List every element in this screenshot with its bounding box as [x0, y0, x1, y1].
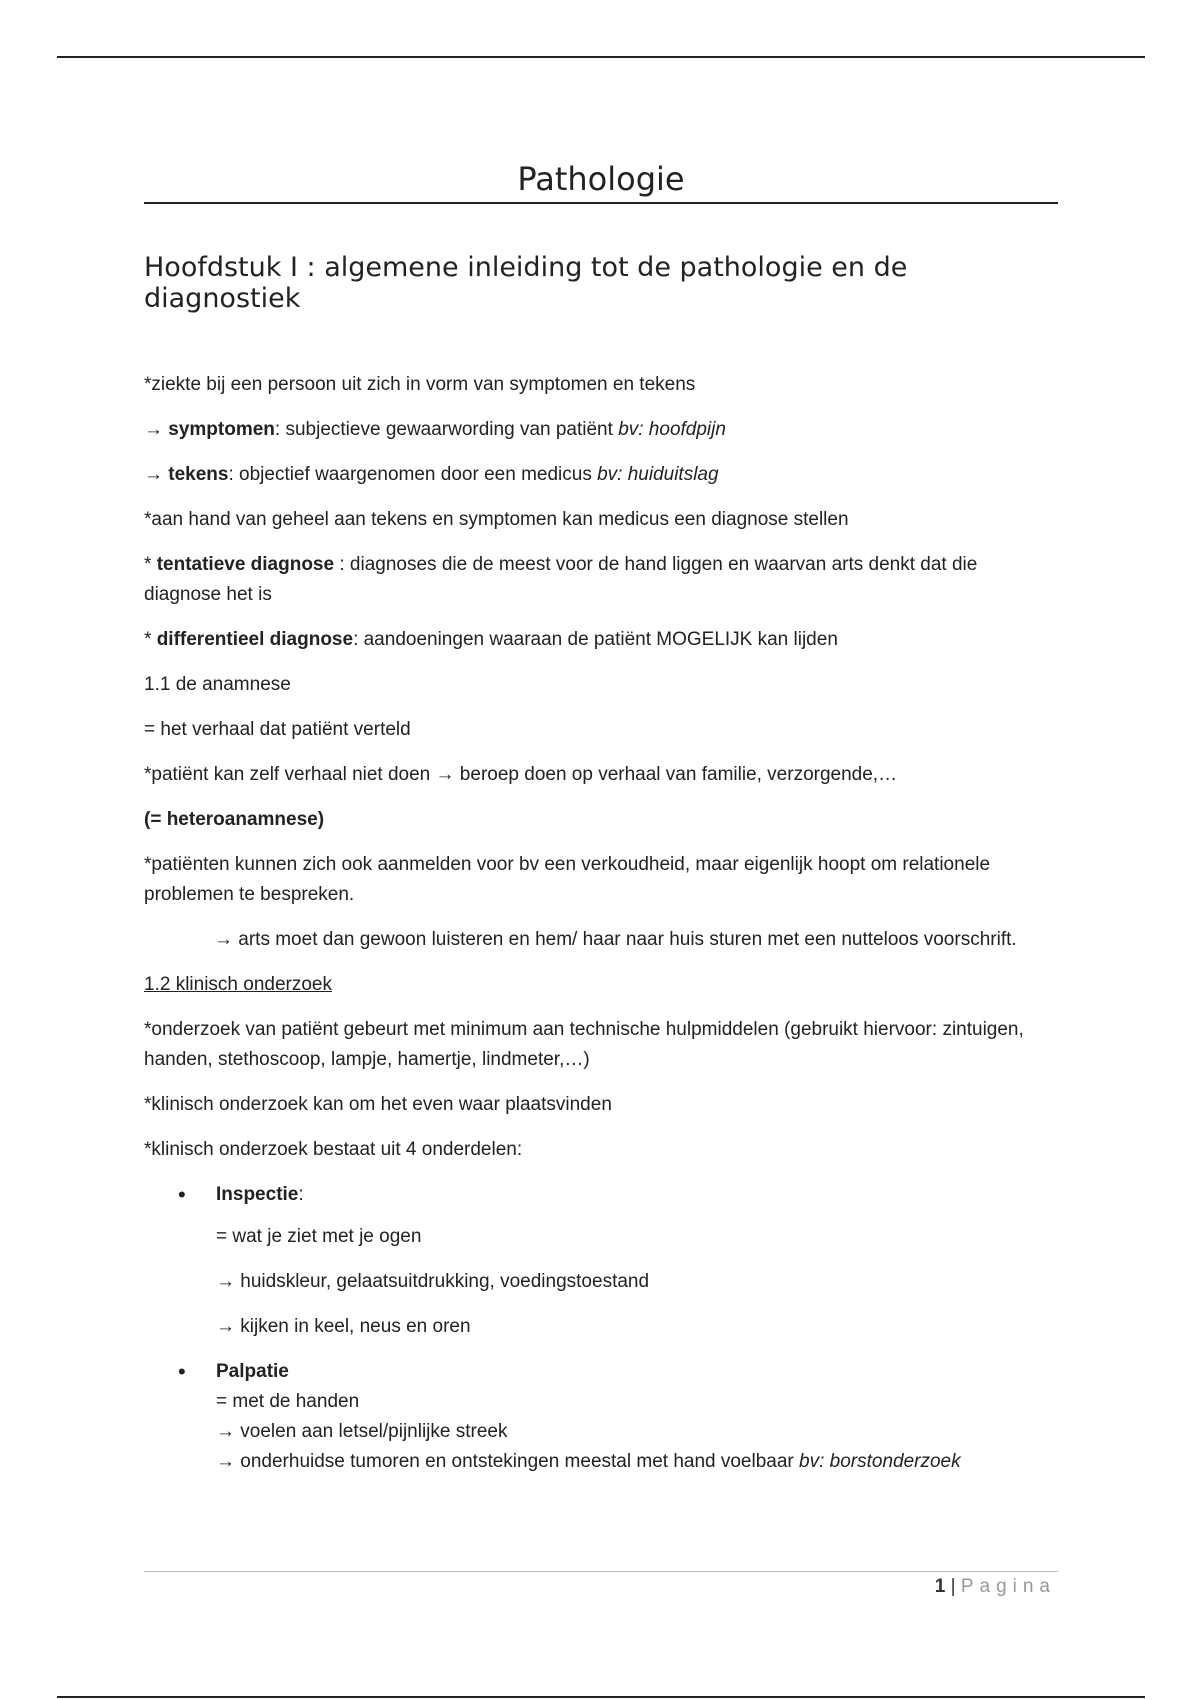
term: (= heteroanamnese)	[144, 809, 325, 830]
definition: : subjectieve gewaarwording van patiënt	[274, 419, 619, 440]
example: bv: hoofdpijn	[618, 419, 726, 440]
page-title: Pathologie	[144, 160, 1058, 204]
prefix: *	[144, 629, 157, 650]
inspectie-line-3: → kijken in keel, neus en oren	[216, 1316, 471, 1337]
arrow: →	[144, 464, 169, 485]
term: differentieel diagnose	[156, 629, 354, 650]
section-heading-klinisch: 1.2 klinisch onderzoek	[144, 974, 332, 995]
paragraph-intro: *ziekte bij een persoon uit zich in vorm van symptomen en tekens	[144, 374, 696, 395]
definition: : aandoeningen waaraan de patiënt MOGELIJK kan lijden	[353, 629, 838, 650]
term: tekens	[168, 464, 229, 485]
separator: |	[945, 1576, 961, 1597]
term: tentatieve diagnose	[156, 554, 335, 575]
paragraph-tentatieve	[144, 550, 1058, 610]
definition: : objectief waargenomen door een medicus	[228, 464, 598, 485]
paragraph-klinisch-2: *klinisch onderzoek kan om het even waar plaatsvinden	[144, 1094, 612, 1115]
paragraph-symptomen	[144, 415, 1058, 445]
prefix: *	[144, 554, 157, 575]
paragraph-anamnese-2: *patiënten kunnen zich ook aanmelden voor bv een verkoudheid, maar eigenlijk hoopt om relationele problemen te bespreken.	[144, 854, 991, 905]
paragraph-tekens	[144, 460, 1058, 490]
palpatie-line-3	[144, 1447, 1058, 1477]
colon: :	[298, 1184, 304, 1205]
chapter-heading: Hoofdstuk I : algemene inleiding tot de pathologie en de diagnostiek	[144, 252, 908, 314]
inspectie-line-2: → huidskleur, gelaatsuitdrukking, voedingstoestand	[216, 1271, 650, 1292]
section-heading-anamnese: 1.1 de anamnese	[144, 674, 291, 695]
term: symptomen	[168, 419, 275, 440]
list-item-palpatie	[144, 1357, 1058, 1387]
text: → onderhuidse tumoren en ontstekingen meestal met hand voelbaar	[216, 1451, 800, 1472]
paragraph-klinisch-1: *onderzoek van patiënt gebeurt met minimum aan technische hulpmiddelen (gebruikt hiervoor: zintuigen, handen, stethoscoop, lampje, hamertje, lindmeter,…)	[144, 1019, 1024, 1070]
arrow: →	[144, 419, 169, 440]
paragraph-differentieel	[144, 625, 1058, 655]
page-label: Pagina	[960, 1576, 1056, 1597]
paragraph-klinisch-3: *klinisch onderzoek bestaat uit 4 onderdelen:	[144, 1139, 523, 1160]
paragraph-diagnose: *aan hand van geheel aan tekens en symptomen kan medicus een diagnose stellen	[144, 509, 849, 530]
top-rule	[57, 56, 1145, 58]
page-number	[935, 1576, 1056, 1598]
page-number-value: 1	[934, 1576, 946, 1597]
inspectie-line-1: = wat je ziet met je ogen	[216, 1226, 422, 1247]
item-label: Inspectie	[216, 1184, 299, 1205]
document-page	[144, 160, 1058, 1477]
paragraph-heteroanamnese	[144, 805, 1058, 835]
paragraph-anamnese-def: = het verhaal dat patiënt verteld	[144, 719, 411, 740]
palpatie-line-2: → voelen aan letsel/pijnlijke streek	[216, 1421, 508, 1442]
footer-rule	[144, 1571, 1058, 1572]
bullet-icon: •	[178, 1182, 186, 1207]
bullet-icon: •	[178, 1359, 186, 1384]
palpatie-line-1: = met de handen	[216, 1391, 360, 1412]
item-label: Palpatie	[216, 1361, 289, 1382]
paragraph-anamnese-3: → arts moet dan gewoon luisteren en hem/ haar naar huis sturen met een nutteloos voorschrift.	[214, 929, 1017, 950]
example: bv: borstonderzoek	[799, 1451, 961, 1472]
paragraph-anamnese-1: *patiënt kan zelf verhaal niet doen → beroep doen op verhaal van familie, verzorgende,…	[144, 764, 898, 785]
definition: : diagnoses die de meest voor de hand liggen en waarvan arts denkt dat die diagnose het is	[144, 554, 978, 605]
list-item-inspectie	[144, 1180, 1058, 1210]
example: bv: huiduitslag	[597, 464, 719, 485]
bottom-rule	[57, 1696, 1145, 1698]
